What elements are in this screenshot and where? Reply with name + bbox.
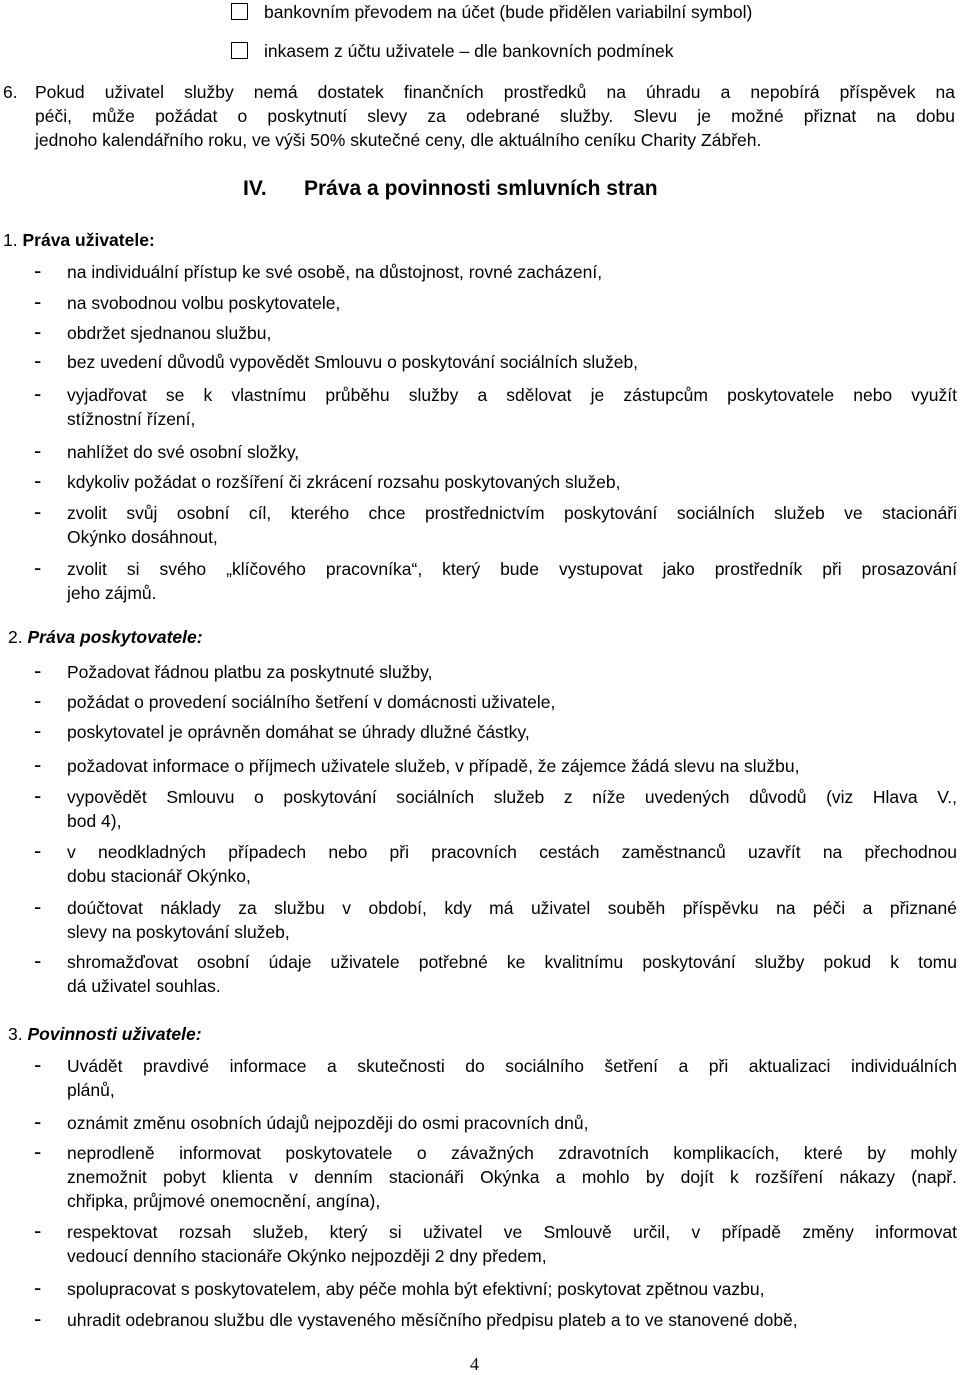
- subsection-2-title: Práva poskytovatele:: [27, 627, 203, 647]
- provider-right-bullet-dash: -: [34, 783, 42, 808]
- provider-right-item: [67, 950, 957, 998]
- provider-right-bullet-dash: -: [34, 838, 42, 863]
- provider-right-item-line: bod 4),: [67, 811, 122, 831]
- user-duty-item: [67, 1277, 957, 1301]
- point-6-line-2: péči, může požádat o poskytnutí slevy za odebrané služby. Slevu je možné přiznat na dobu: [35, 106, 955, 126]
- user-duty-item: [67, 1141, 957, 1213]
- provider-right-bullet-dash: -: [34, 688, 42, 713]
- provider-right-item: [67, 690, 957, 714]
- provider-right-bullet-dash: -: [34, 752, 42, 777]
- provider-right-item-line: požadovat informace o příjmech uživatele služeb, v případě, že zájemce žádá slevu na službu,: [67, 756, 800, 776]
- user-right-bullet-dash: -: [34, 555, 42, 580]
- user-right-item: [67, 260, 957, 284]
- provider-right-item-line: poskytovatel je oprávněn domáhat se úhrady dlužné částky,: [67, 722, 530, 742]
- user-right-item-line: jeho zájmů.: [67, 583, 157, 603]
- user-right-item-line: na individuální přístup ke své osobě, na důstojnost, rovné zacházení,: [67, 262, 603, 282]
- subsection-1-title: Práva uživatele:: [22, 230, 155, 250]
- user-duty-bullet-dash: -: [34, 1109, 42, 1134]
- provider-right-bullet-dash: -: [34, 658, 42, 683]
- user-right-bullet-dash: -: [34, 348, 42, 373]
- subsection-3-heading: [8, 1022, 202, 1046]
- user-duty-item: [67, 1111, 957, 1135]
- provider-right-item: [67, 720, 957, 744]
- user-right-bullet-dash: -: [34, 289, 42, 314]
- user-right-item: [67, 350, 957, 374]
- user-right-bullet-dash: -: [34, 438, 42, 463]
- point-6-line-3: jednoho kalendářního roku, ve výši 50% skutečné ceny, dle aktuálního ceníku Charity Zábřeh.: [35, 130, 762, 150]
- subsection-1-heading: [3, 228, 155, 252]
- user-right-bullet-dash: -: [34, 319, 42, 344]
- user-right-bullet-dash: -: [34, 468, 42, 493]
- provider-right-item: [67, 754, 957, 778]
- point-6-number: 6.: [3, 82, 18, 102]
- user-duty-item-line: vedoucí denního stacionáře Okýnko nejpozději 2 dny předem,: [67, 1246, 547, 1266]
- user-duty-item-line: neprodleně informovat poskytovatele o závažných zdravotních komplikacích, které by mohly: [67, 1143, 957, 1163]
- provider-right-item-line: dobu stacionář Okýnko,: [67, 866, 251, 886]
- user-right-bullet-dash: -: [34, 381, 42, 406]
- user-duty-item-line: uhradit odebranou službu dle vystaveného měsíčního předpisu plateb a to ve stanovené době,: [67, 1310, 798, 1330]
- user-right-item-line: nahlížet do své osobní složky,: [67, 442, 300, 462]
- user-right-item-line: Okýnko dosáhnout,: [67, 527, 218, 547]
- subsection-2-heading: [8, 625, 203, 649]
- user-right-item: [67, 291, 957, 315]
- provider-right-item-line: slevy na poskytování služeb,: [67, 922, 290, 942]
- option-direct-debit: inkasem z účtu uživatele – dle bankovních podmínek: [264, 41, 674, 61]
- user-duty-item-line: znemožnit pobyt klienta v denním stacionáři Okýnka a mohlo by dojít k rozšíření nákazy (např.: [67, 1167, 957, 1187]
- provider-right-item: [67, 660, 957, 684]
- user-duty-item-line: Uvádět pravdivé informace a skutečnosti do sociálního šetření a při aktualizaci individuálních: [67, 1056, 957, 1076]
- user-right-item-line: vyjadřovat se k vlastnímu průběhu služby a sdělovat je zástupcům poskytovatele nebo využít: [67, 385, 957, 405]
- option-bank-transfer: bankovním převodem na účet (bude přidělen variabilní symbol): [264, 2, 753, 22]
- user-duty-item-line: plánů,: [67, 1080, 115, 1100]
- provider-right-item: [67, 840, 957, 888]
- point-6-line-1: Pokud uživatel služby nemá dostatek finančních prostředků na úhradu a nepobírá příspěvek na: [35, 82, 955, 102]
- provider-right-item-line: doúčtovat náklady za službu v období, kdy má uživatel souběh příspěvku na péči a přiznané: [67, 898, 957, 918]
- subsection-3-number: 3.: [8, 1024, 23, 1044]
- user-right-item-line: na svobodnou volbu poskytovatele,: [67, 293, 341, 313]
- user-duty-bullet-dash: -: [34, 1275, 42, 1300]
- user-duty-item-line: oznámit změnu osobních údajů nejpozději do osmi pracovních dnů,: [67, 1113, 589, 1133]
- user-right-item-line: obdržet sjednanou službu,: [67, 323, 272, 343]
- user-right-item-line: zvolit svůj osobní cíl, kterého chce prostřednictvím poskytování sociálních služeb ve stacionáři: [67, 503, 957, 523]
- provider-right-item: [67, 896, 957, 944]
- provider-right-item-line: Požadovat řádnou platbu za poskytnuté služby,: [67, 662, 433, 682]
- provider-right-item: [67, 785, 957, 833]
- user-duty-item: [67, 1054, 957, 1102]
- user-right-bullet-dash: -: [34, 258, 42, 283]
- section-number: IV.: [243, 177, 267, 200]
- user-right-item: [67, 321, 957, 345]
- page-number: 4: [470, 1354, 479, 1374]
- provider-right-item-line: vypovědět Smlouvu o poskytování sociálních služeb z níže uvedených důvodů (viz Hlava V.,: [67, 787, 957, 807]
- provider-right-bullet-dash: -: [34, 894, 42, 919]
- user-duty-bullet-dash: -: [34, 1139, 42, 1164]
- user-right-item: [67, 501, 957, 549]
- user-right-item: [67, 440, 957, 464]
- user-right-item-line: zvolit si svého „klíčového pracovníka“, který bude vystupovat jako prostředník při prosazování: [67, 559, 957, 579]
- provider-right-bullet-dash: -: [34, 718, 42, 743]
- section-title: Práva a povinnosti smluvních stran: [304, 177, 658, 200]
- subsection-3-title: Povinnosti uživatele:: [27, 1024, 202, 1044]
- user-right-bullet-dash: -: [34, 499, 42, 524]
- user-duty-item-line: respektovat rozsah služeb, který si uživatel ve Smlouvě určil, v případě změny informovat: [67, 1222, 957, 1242]
- user-right-item-line: kdykoliv požádat o rozšíření či zkrácení rozsahu poskytovaných služeb,: [67, 472, 621, 492]
- user-right-item: [67, 383, 957, 431]
- user-duty-bullet-dash: -: [34, 1306, 42, 1331]
- subsection-2-number: 2.: [8, 627, 23, 647]
- checkbox-direct-debit[interactable]: [231, 42, 248, 59]
- user-right-item: [67, 470, 957, 494]
- user-right-item-line: bez uvedení důvodů vypovědět Smlouvu o poskytování sociálních služeb,: [67, 352, 639, 372]
- checkbox-bank-transfer[interactable]: [231, 3, 248, 20]
- user-duty-bullet-dash: -: [34, 1052, 42, 1077]
- user-right-item: [67, 557, 957, 605]
- subsection-1-number: 1.: [3, 230, 18, 250]
- provider-right-item-line: shromažďovat osobní údaje uživatele potřebné ke kvalitnímu poskytování služby pokud k tomu: [67, 952, 957, 972]
- user-duty-item-line: spolupracovat s poskytovatelem, aby péče mohla být efektivní; poskytovat zpětnou vazbu,: [67, 1279, 765, 1299]
- user-duty-bullet-dash: -: [34, 1218, 42, 1243]
- provider-right-bullet-dash: -: [34, 948, 42, 973]
- provider-right-item-line: požádat o provedení sociálního šetření v domácnosti uživatele,: [67, 692, 556, 712]
- user-duty-item: [67, 1220, 957, 1268]
- user-duty-item: [67, 1308, 957, 1332]
- provider-right-item-line: v neodkladných případech nebo při pracovních cestách zaměstnanců uzavřít na přechodnou: [67, 842, 957, 862]
- provider-right-item-line: dá uživatel souhlas.: [67, 976, 221, 996]
- user-duty-item-line: chřipka, průjmové onemocnění, angína),: [67, 1191, 381, 1211]
- user-right-item-line: stížnostní řízení,: [67, 409, 196, 429]
